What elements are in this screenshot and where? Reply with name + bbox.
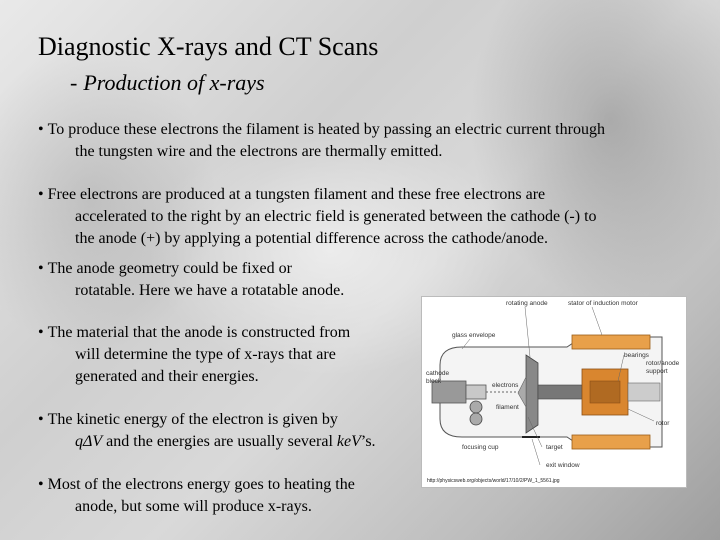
bullet-anode-material (38, 322, 350, 388)
bullet-line: To produce these electrons the filament is heated by passing an electric current through (47, 121, 605, 138)
bullet-line: The anode geometry could be fixed or (47, 260, 292, 277)
subtitle-dash: - (70, 70, 78, 95)
label-target: target (546, 444, 563, 451)
bullet-marker: • (38, 476, 44, 493)
bullet-line: the anode (+) by applying a potential difference across the cathode/anode. (75, 230, 548, 247)
label-rotating-anode: rotating anode (506, 300, 548, 307)
figure-source-url: http://physicsweb.org/objects/world/17/10/2/PW_1_5561.jpg (427, 478, 560, 484)
stator-bottom (572, 435, 650, 449)
bullet-line: Free electrons are produced at a tungsten filament and these free electrons are (47, 186, 546, 203)
stator-top (572, 335, 650, 349)
subtitle-text: Production of x-rays (83, 70, 265, 95)
label-glass-envelope: glass envelope (452, 332, 496, 339)
bullet-marker: • (38, 186, 44, 203)
anode-shaft (538, 385, 582, 399)
bullet-line: and the energies are usually several (102, 433, 337, 450)
focusing-cup-shape (466, 385, 486, 399)
bullet-line: accelerated to the right by an electric field is generated between the cathode (-) to (75, 208, 597, 225)
label-focusing-cup: focusing cup (462, 444, 499, 451)
leader-line (592, 307, 602, 335)
bullet-marker: • (38, 121, 44, 138)
unit-kev: keV (336, 433, 361, 450)
label-filament: filament (496, 404, 519, 411)
bullet-line: Most of the electrons energy goes to heating the (47, 476, 355, 493)
rotating-anode-disk (526, 355, 538, 433)
label-exit-window: exit window (546, 462, 580, 469)
bullet-free-electrons (38, 184, 597, 250)
bullet-marker: • (38, 411, 44, 428)
slide-title: Diagnostic X-rays and CT Scans (38, 32, 379, 61)
bullet-line: The material that the anode is constructed from (47, 324, 351, 341)
bullet-line: The kinetic energy of the electron is given by (47, 411, 338, 428)
bullet-line: the tungsten wire and the electrons are thermally emitted. (75, 143, 443, 160)
leader-line (532, 439, 540, 465)
slide-subtitle (70, 70, 265, 96)
bullet-line: will determine the type of x-rays that are (75, 346, 336, 363)
bullet-line: ’s. (360, 433, 376, 450)
bullet-line: rotatable. Here we have a rotatable anode. (75, 282, 345, 299)
bullet-filament-heating (38, 119, 605, 163)
bullet-marker: • (38, 324, 44, 341)
rotor-support-shape (628, 383, 660, 401)
filament-coil (470, 401, 482, 413)
bullet-anode-geometry (38, 258, 344, 302)
bearings-shape (590, 381, 620, 403)
filament-coil (470, 413, 482, 425)
label-bearings: bearings (624, 352, 649, 359)
bullet-line: anode, but some will produce x-rays. (75, 498, 312, 515)
label-stator: stator of induction motor (568, 300, 638, 307)
label-rotor-support: rotor/anode (646, 360, 680, 367)
label-cathode-block: cathode (426, 370, 450, 377)
label-electrons: electrons (492, 382, 519, 389)
bullet-energy-heating (38, 474, 355, 518)
xray-tube-diagram (421, 296, 687, 488)
bullet-kinetic-energy (38, 409, 376, 453)
bullet-marker: • (38, 260, 44, 277)
label-rotor-support-2: support (646, 368, 668, 375)
formula-q-delta-v: qΔV (75, 433, 103, 450)
xray-tube-svg (422, 297, 686, 487)
bullet-line: generated and their energies. (75, 368, 259, 385)
label-rotor: rotor (656, 420, 670, 427)
label-cathode-block-2: block (426, 378, 442, 385)
